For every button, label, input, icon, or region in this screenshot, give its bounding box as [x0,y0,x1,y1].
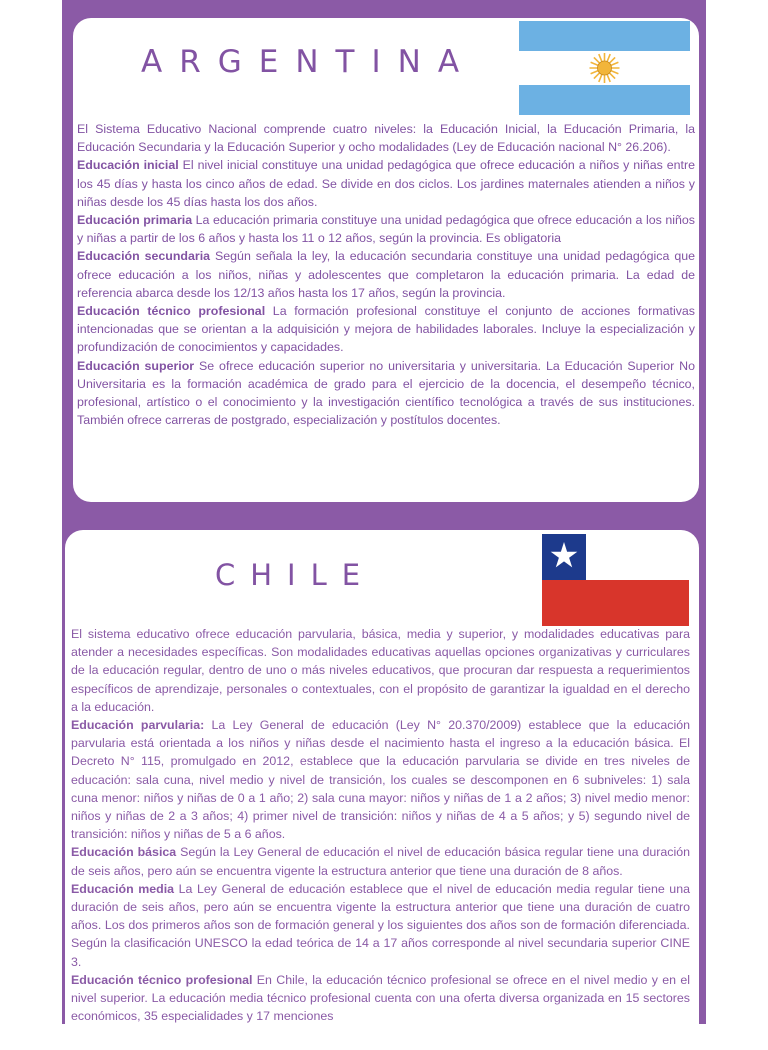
section-text: La formación profesional constituye el conjunto de acciones formativas intencionadas que se orientan a la adquisición y mejora de habilidades laborales. Incluye la especialización y profundización de conocimientos y capacidades. [77,304,695,355]
section-text: La Ley General de educación (Ley N° 20.370/2009) establece que la educación parvularia está orientada a los niños y niñas desde el nacimiento hasta el ingreso a la educación básica. El Decreto N° 115, promulgado en 2012, establece que la educación parvularia se divide en tres niveles de educación: sala cuna, nivel medio y nivel de transición, los cuales se descomponen en 6 subniveles: 1) sala cuna menor: niños y niñas de 0 a 1 año; 2) sala cuna mayor: niños y niñas de 1 a 2 años; 3) nivel medio menor: niños y niñas de 2 a 3 años; 4) primer nivel de transición: niños y niñas de 4 a 5 años; y 5) segundo nivel de transición: niños y niñas de 5 a 6 años. [71,718,690,842]
argentina-intro: El Sistema Educativo Nacional comprende cuatro niveles: la Educación Inicial, la Educación Primaria, la Educación Secundaria y la Educación Superior y ocho modalidades (Ley de Educación nacional N° 26.206). [77,122,695,155]
section-heading: Educación superior [77,358,195,373]
chile-flag-icon [542,534,689,626]
chile-section-parvularia [71,716,690,843]
section-heading: Educación técnico profesional [77,304,266,319]
section-heading: Educación básica [71,845,177,860]
chile-section-media [71,880,690,971]
section-heading: Educación inicial [77,158,179,173]
argentina-body-text [77,120,695,429]
argentina-card [73,18,699,502]
argentina-section-secundaria [77,247,695,302]
chile-section-tecnico [71,971,690,1026]
section-heading: Educación media [71,881,175,896]
chile-intro: El sistema educativo ofrece educación parvularia, básica, media y superior, y modalidades educativas para atender a necesidades específicas. Son modalidades educativas aquellas opciones organizativas y curriculares de la educación regular, dentro de uno o más niveles educativos, que procuran dar respuesta a requerimientos específicos de aprendizaje, personales o contextuales, con el propósito de garantizar la igualdad en el derecho a la educación. [71,627,690,714]
chile-title: CHILE [215,558,376,592]
argentina-section-primaria [77,211,695,247]
argentina-section-inicial [77,156,695,211]
section-text: La Ley General de educación establece que el nivel de educación media regular tiene una duración de seis años, pero aún se encuentra vigente la estructura anterior que tiene una duración de cuatro años. Los dos primeros años son de formación general y los siguientes dos años son de formación diferenciada. Según la clasificación UNESCO la edad teórica de 14 a 17 años corresponde al nivel secundaria superior CINE 3. [71,881,690,969]
argentina-title: ARGENTINA [141,44,477,80]
section-text: En Chile, la educación técnico profesional se ofrece en el nivel medio y en el nivel superior. La educación media técnico profesional cuenta con una oferta diversa organizada en 15 sectores económicos, 35 especialidades y 17 menciones [71,972,690,1024]
chile-body-text [71,625,690,1025]
section-text: Se ofrece educación superior no universitaria y universitaria. La Educación Superior No Universitaria es la formación académica de grado para el ejercicio de la docencia, el desempeño técnico, profesional, artístico o el conocimiento y la investigación científico tecnológica a través de sus instituciones. También ofrece carreras de postgrado, especialización y postítulos docentes. [77,358,695,428]
argentina-section-superior [77,357,695,430]
section-heading: Educación secundaria [77,249,211,264]
section-heading: Educación técnico profesional [71,972,253,987]
section-text: El nivel inicial constituye una unidad pedagógica que ofrece educación a niños y niñas entre los 45 días y hasta los cinco años de edad. Se divide en dos ciclos. Los jardines maternales atienden a niños y niñas desde los 45 días hasta los dos años. [77,158,695,209]
section-heading: Educación primaria [77,213,193,228]
section-text: Según la Ley General de educación el nivel de educación básica regular tiene una duración de seis años, pero aún se encuentra vigente la estructura anterior que tiene una duración de 8 años. [71,845,690,878]
section-heading: Educación parvularia: [71,718,205,733]
chile-section-basica [71,843,690,879]
chile-card [65,530,699,1050]
argentina-section-tecnico [77,302,695,357]
argentina-flag-icon [519,21,690,115]
section-text: La educación primaria constituye una unidad pedagógica que ofrece educación a los niños y niñas a partir de los 6 años y hasta los 11 o 12 años, según la provincia. Es obligatoria [77,213,695,246]
section-text: Según señala la ley, la educación secundaria constituye una unidad pedagógica que ofrece educación a los niños, niñas y adolescentes que completaron la educación primaria. La edad de referencia abarca desde los 12/13 años hasta los 17 años, según la provincia. [77,249,696,300]
